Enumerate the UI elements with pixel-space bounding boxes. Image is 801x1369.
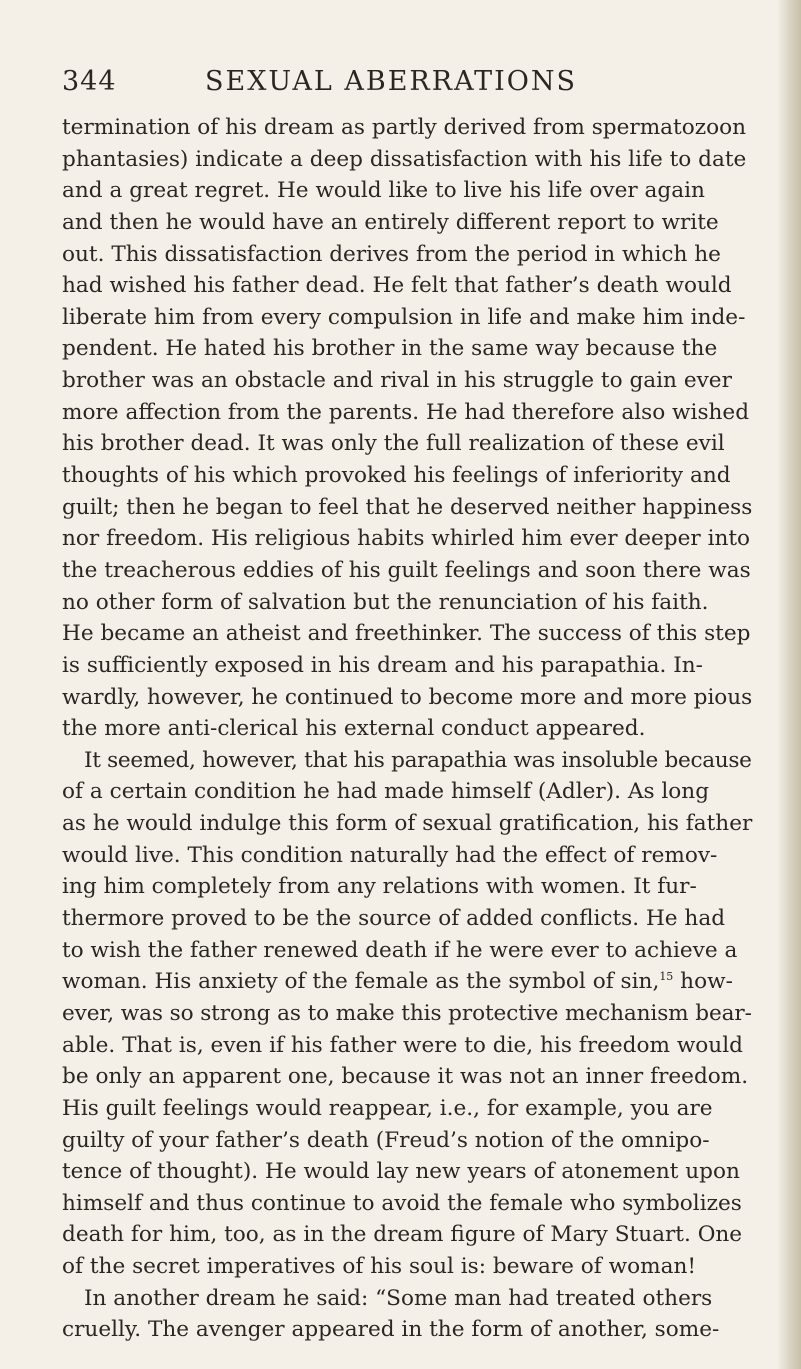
text-line-content: out. This dissatisfaction derives from the period in which he	[62, 241, 721, 267]
text-line	[62, 302, 752, 334]
text-line-continuation: how-	[673, 969, 733, 995]
text-line-content: as he would indulge this form of sexual gratification, his father	[62, 811, 753, 837]
text-line-content: guilt; then he began to feel that he deserved neither happiness	[62, 494, 753, 520]
text-line	[62, 1188, 752, 1220]
text-line-content: no other form of salvation but the renunciation of his faith.	[62, 589, 709, 615]
text-line	[62, 365, 752, 397]
text-line-content: to wish the father renewed death if he were ever to achieve a	[62, 937, 738, 963]
text-line	[62, 1030, 752, 1062]
text-line	[62, 460, 752, 492]
text-line	[62, 112, 752, 144]
text-line	[62, 1283, 752, 1315]
text-line	[62, 270, 752, 302]
running-head: SEXUAL ABERRATIONS	[205, 66, 578, 97]
text-line-content: is sufficiently exposed in his dream and his parapathia. In-	[62, 652, 703, 678]
page-edge-shadow	[777, 0, 801, 1369]
text-line-content: liberate him from every compulsion in life and make him inde-	[62, 304, 746, 330]
text-line	[62, 776, 752, 808]
text-line-content: death for him, too, as in the dream figure of Mary Stuart. One	[62, 1222, 743, 1248]
text-line	[62, 555, 752, 587]
text-line	[62, 935, 752, 967]
text-line-content: In another dream he said: “Some man had treated others	[84, 1285, 713, 1311]
text-line-content: thermore proved to be the source of added conflicts. He had	[62, 906, 726, 932]
text-line-content: his brother dead. It was only the full realization of these evil	[62, 431, 725, 457]
text-line	[62, 492, 752, 524]
text-line-content: It seemed, however, that his parapathia was insoluble because	[84, 747, 752, 773]
text-line	[62, 587, 752, 619]
text-line	[62, 650, 752, 682]
text-line	[62, 682, 752, 714]
text-line	[62, 428, 752, 460]
text-line-content: himself and thus continue to avoid the female who symbolizes	[62, 1190, 742, 1216]
text-line	[62, 333, 752, 365]
text-line-content: would live. This condition naturally had the effect of remov-	[62, 842, 718, 868]
text-line	[62, 397, 752, 429]
text-line-content: tence of thought). He would lay new years of atonement upon	[62, 1159, 740, 1185]
text-line-content: guilty of your father’s death (Freud’s notion of the omnipo-	[62, 1127, 710, 1153]
text-line	[62, 523, 752, 555]
text-line-content: ever, was so strong as to make this protective mechanism bear-	[62, 1000, 752, 1026]
text-line-content: nor freedom. His religious habits whirled him ever deeper into	[62, 526, 751, 552]
text-line-content: brother was an obstacle and rival in his struggle to gain ever	[62, 368, 732, 394]
text-line-content: phantasies) indicate a deep dissatisfaction with his life to date	[62, 146, 747, 172]
text-line	[62, 144, 752, 176]
text-line	[62, 903, 752, 935]
text-line-content: and a great regret. He would like to live his life over again	[62, 178, 705, 204]
text-line-content: He became an atheist and freethinker. The success of this step	[62, 621, 751, 647]
text-line-content: the treacherous eddies of his guilt feelings and soon there was	[62, 557, 751, 583]
text-line	[62, 175, 752, 207]
text-line-content: wardly, however, he continued to become more and more pious	[62, 684, 753, 710]
text-line	[62, 239, 752, 271]
text-line-content: able. That is, even if his father were to die, his freedom would	[62, 1032, 743, 1058]
text-line-content: pendent. He hated his brother in the same way because the	[62, 336, 718, 362]
footnote-reference: 15	[659, 970, 674, 984]
text-line	[62, 618, 752, 650]
text-line-content: woman. His anxiety of the female as the symbol of sin,	[62, 969, 660, 995]
text-line-content: and then he would have an entirely different report to write	[62, 209, 719, 235]
text-line-content: had wished his father dead. He felt that father’s death would	[62, 273, 732, 299]
text-line	[62, 998, 752, 1030]
text-line	[62, 1251, 752, 1283]
page-number: 344	[62, 66, 117, 97]
text-line	[62, 871, 752, 903]
text-line-content: cruelly. The avenger appeared in the form of another, some-	[62, 1317, 720, 1343]
text-line	[62, 1156, 752, 1188]
text-line-content: ing him completely from any relations with women. It fur-	[62, 874, 697, 900]
text-line	[62, 1314, 752, 1346]
text-line	[62, 1061, 752, 1093]
text-line-content: more affection from the parents. He had therefore also wished	[62, 399, 750, 425]
text-line	[62, 745, 752, 777]
body-text	[62, 112, 752, 1346]
text-line	[62, 207, 752, 239]
text-line	[62, 1125, 752, 1157]
text-line-content: His guilt feelings would reappear, i.e., for example, you are	[62, 1095, 713, 1121]
page-header	[62, 62, 742, 102]
text-line	[62, 1219, 752, 1251]
text-line-content: of the secret imperatives of his soul is: beware of woman!	[62, 1254, 697, 1280]
text-line-content: termination of his dream as partly derived from spermatozoon	[62, 115, 747, 140]
text-line-content: the more anti-clerical his external conduct appeared.	[62, 716, 646, 742]
text-line	[62, 713, 752, 745]
text-line	[62, 808, 752, 840]
text-line	[62, 840, 752, 872]
text-line-content: of a certain condition he had made himself (Adler). As long	[62, 779, 710, 805]
text-line	[62, 1093, 752, 1125]
text-line-content: thoughts of his which provoked his feelings of inferiority and	[62, 463, 731, 489]
text-line-content: be only an apparent one, because it was not an inner freedom.	[62, 1064, 749, 1090]
text-line	[62, 966, 752, 998]
